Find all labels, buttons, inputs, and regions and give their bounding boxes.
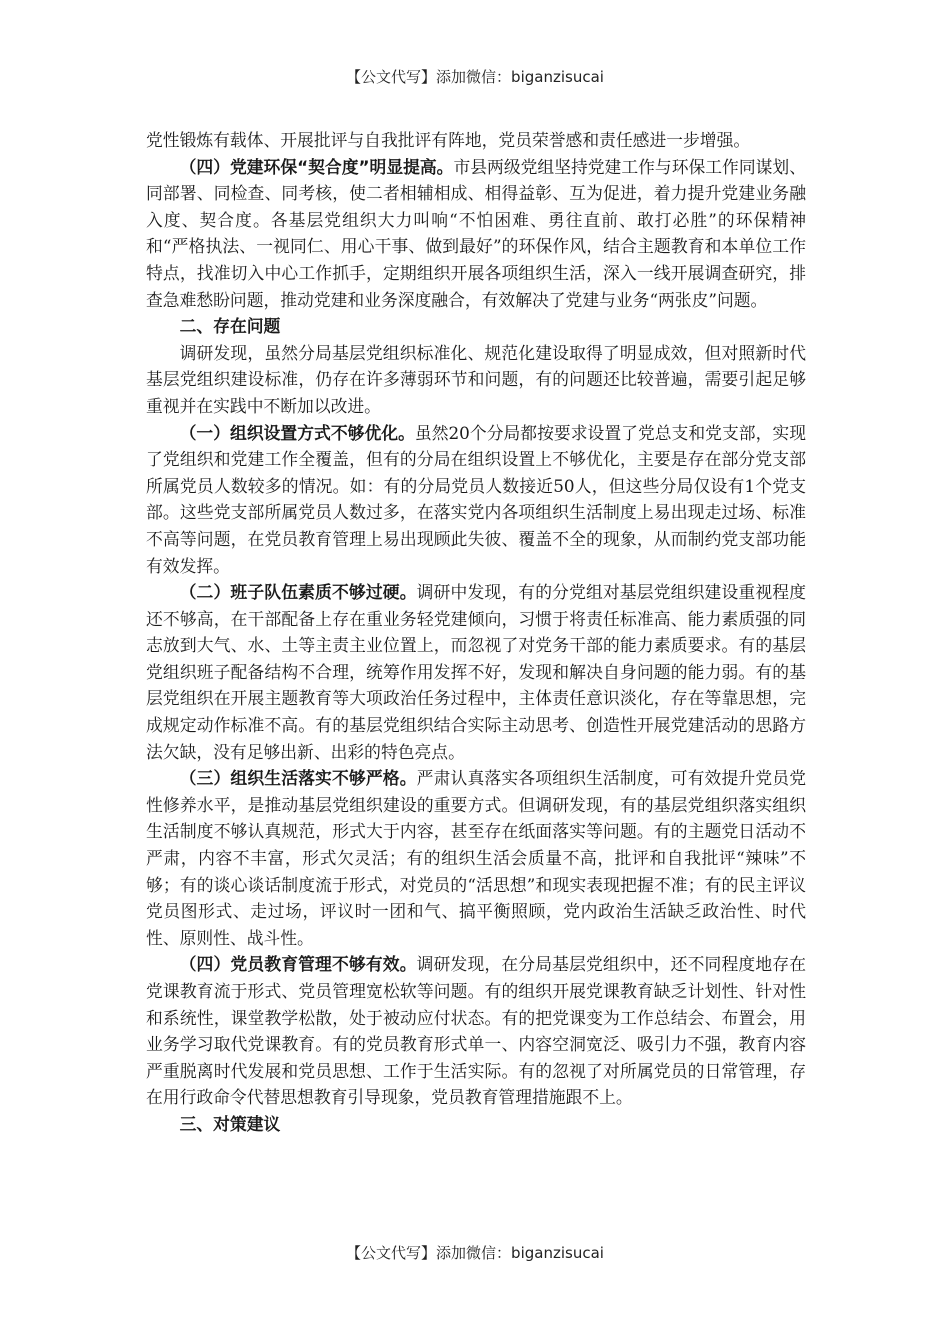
paragraph-text: 市县两级党组坚持党建工作与环保工作同谋划、同部署、同检查、同考核，使二者相辅相成、相得益彰、互为促进，着力提升党建业务融入度、契合度。各基层党组织大力叫响“不怕困难、勇往直前、敢打必胜”的环保精神和“严格执法、一视同仁、用心干事、做到最好”的环保作风，结合主题教育和本单位工作特点，找准切入中心工作抓手，定期组织开展各项组织生活，深入一线开展调查研究，排查急难愁盼问题，推动党建和业务深度融合，有效解决了党建与业务“两张皮”问题。 <box>146 156 806 310</box>
document-body <box>146 127 806 1138</box>
paragraph-lead: （三）组织生活落实不够严格。 <box>179 768 417 789</box>
paragraph-org-life <box>146 765 806 951</box>
paragraph-party-env-fit <box>146 154 806 314</box>
paragraph-text: 严肃认真落实各项组织生活制度，可有效提升党员党性修养水平，是推动基层党组织建设的重要方式。但调研发现，有的基层党组织落实组织生活制度不够认真规范，形式大于内容，甚至存在纸面落实等问题。有的主题党日活动不严肃，内容不丰富，形式欠灵活；有的组织生活会质量不高，批评和自我批评“辣味”不够；有的谈心谈话制度流于形式，对党员的“活思想”和现实表现把握不准；有的民主评议党员图形式、走过场，评议时一团和气、搞平衡照顾，党内政治生活缺乏政治性、时代性、原则性、战斗性。 <box>146 768 806 948</box>
paragraph-intro: 调研发现，虽然分局基层党组织标准化、规范化建设取得了明显成效，但对照新时代基层党组织建设标准，仍存在许多薄弱环节和问题，有的问题还比较普遍，需要引起足够重视并在实践中不断加以改进。 <box>146 342 806 416</box>
paragraph-text: 调研发现，在分局基层党组织中，还不同程度地存在党课教育流于形式、党员管理宽松软等问题。有的组织开展党课教育缺乏计划性、针对性和系统性，课堂教学松散，处于被动应付状态。有的把党课变为工作总结会、布置会，用业务学习取代党课教育。有的党员教育形式单一、内容空洞宽泛、吸引力不强，教育内容严重脱离时代发展和党员思想、工作于生活实际。有的忽视了对所属党员的日常管理，存在用行政命令代替思想教育引导现象，党员教育管理措施跟不上。 <box>146 954 806 1108</box>
heading-text: 三、对策建议 <box>179 1113 281 1134</box>
paragraph-text: 调研中发现，有的分党组对基层党组织建设重视程度还不够高，在干部配备上存在重业务轻党建倾向，习惯于将责任标准高、能力素质强的同志放到大气、水、土等主责主业位置上，而忽视了对党务干部的能力素质要求。有的基层党组织班子配备结构不合理，统筹作用发挥不好，发现和解决自身问题的能力弱。有的基层党组织在开展主题教育等大项政治任务过程中，主体责任意识淡化，存在等靠思想，完成规定动作标准不高。有的基层党组织结合实际主动思考、创造性开展党建活动的思路方法欠缺，没有足够出新、出彩的特色亮点。 <box>146 582 806 762</box>
heading-text: 二、存在问题 <box>179 316 281 337</box>
paragraph-lead: （一）组织设置方式不够优化。 <box>179 422 415 443</box>
paragraph-text: 虽然20个分局都按要求设置了党总支和党支部，实现了党组织和党建工作全覆盖，但有的分局在组织设置上不够优化，主要是存在部分党支部所属党员人数较多的情况。如：有的分局党员人数接近50人，但这些分局仅设有1个党支部。这些党支部所属党员人数过多，在落实党内各项组织生活制度上易出现走过场、标准不高等问题，在党员教育管理上易出现顾此失彼、覆盖不全的现象，从而制约党支部功能有效发挥。 <box>146 422 806 576</box>
paragraph-lead: （四）党员教育管理不够有效。 <box>179 954 417 975</box>
section-heading-problems <box>146 313 806 340</box>
paragraph-lead: （四）党建环保“契合度”明显提高。 <box>179 156 454 177</box>
paragraph-continuation: 党性锻炼有载体、开展批评与自我批评有阵地，党员荣誉感和责任感进一步增强。 <box>146 130 751 150</box>
section-heading-suggestions <box>146 1111 806 1138</box>
paragraph-org-setup <box>146 420 806 580</box>
page-footer: 【公文代写】添加微信：biganzisucai <box>346 1244 604 1262</box>
paragraph-team-quality <box>146 579 806 765</box>
page-header: 【公文代写】添加微信：biganzisucai <box>346 68 604 86</box>
paragraph-lead: （二）班子队伍素质不够过硬。 <box>179 582 417 603</box>
paragraph-member-education <box>146 951 806 1111</box>
